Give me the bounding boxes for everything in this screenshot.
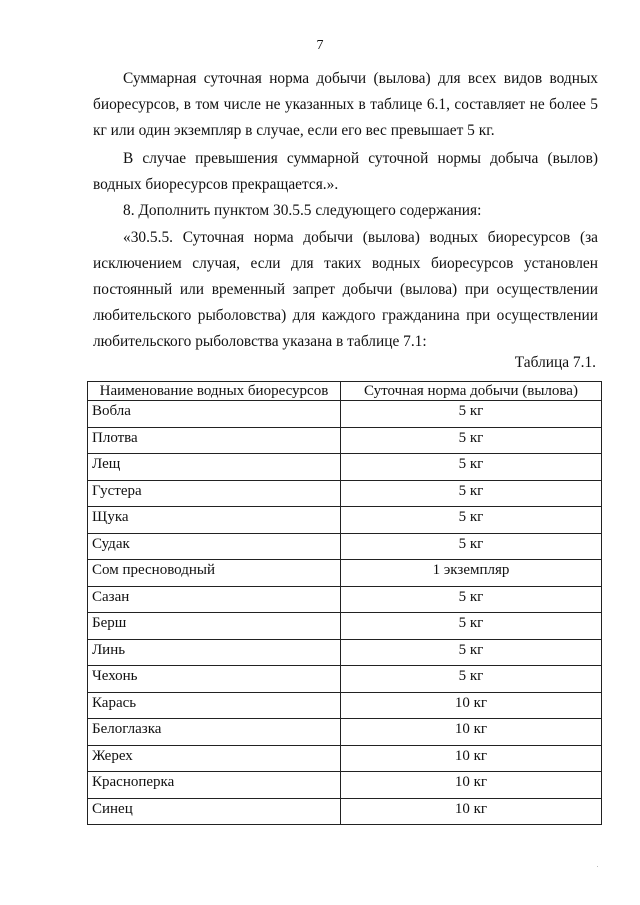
table-row [88, 401, 602, 428]
table-row [88, 798, 602, 825]
paragraph-exceeding-norm: В случае превышения суммарной суточной нормы добыча (вылов) водных биоресурсов прекращается.». [93, 150, 598, 193]
species-name: Лещ [88, 454, 341, 481]
daily-norm: 5 кг [341, 480, 602, 507]
daily-norm: 10 кг [341, 772, 602, 799]
page-number: 7 [316, 38, 324, 53]
species-name: Густера [88, 480, 341, 507]
table-row [88, 613, 602, 640]
table-row [88, 772, 602, 799]
species-name: Судак [88, 533, 341, 560]
species-name: Сом пресноводный [88, 560, 341, 587]
table-row [88, 639, 602, 666]
daily-norm: 5 кг [341, 613, 602, 640]
species-name: Красноперка [88, 772, 341, 799]
species-name: Синец [88, 798, 341, 825]
table-row [88, 586, 602, 613]
table-row [88, 560, 602, 587]
table-header-row [88, 382, 602, 401]
daily-norm: 1 экземпляр [341, 560, 602, 587]
daily-norm: 10 кг [341, 745, 602, 772]
daily-norm: 10 кг [341, 798, 602, 825]
table-row [88, 454, 602, 481]
species-name: Берш [88, 613, 341, 640]
table-row [88, 666, 602, 693]
species-name: Жерех [88, 745, 341, 772]
daily-norm: 5 кг [341, 427, 602, 454]
paragraph-daily-norm-clause: «30.5.5. Суточная норма добычи (вылова) водных биоресурсов (за исключением случая, если для таких водных биоресурсов установлен постоянный или временный запрет добычи (вылова) при осуществлении любительского рыболовства) для каждого гражданина при осуществлении любительского рыболовства указана в таблице 7.1: [93, 229, 598, 350]
daily-norm: 5 кг [341, 401, 602, 428]
header-species-name: Наименование водных биоресурсов [88, 382, 341, 401]
species-name: Карась [88, 692, 341, 719]
species-name: Сазан [88, 586, 341, 613]
species-name: Чехонь [88, 666, 341, 693]
species-name: Белоглазка [88, 719, 341, 746]
species-name: Линь [88, 639, 341, 666]
table-row [88, 692, 602, 719]
daily-norm: 5 кг [341, 586, 602, 613]
table-row [88, 480, 602, 507]
species-norm-table [87, 381, 602, 825]
species-name: Плотва [88, 427, 341, 454]
daily-norm: 10 кг [341, 719, 602, 746]
table-row [88, 533, 602, 560]
table-row [88, 507, 602, 534]
paragraph-amendment-item: 8. Дополнить пунктом 30.5.5 следующего содержания: [123, 202, 482, 219]
daily-norm: 5 кг [341, 507, 602, 534]
species-name: Щука [88, 507, 341, 534]
table-row [88, 719, 602, 746]
daily-norm: 10 кг [341, 692, 602, 719]
table-row [88, 427, 602, 454]
paragraph-total-norm: Суммарная суточная норма добычи (вылова) для всех видов водных биоресурсов, в том числе не указанных в таблице 6.1, составляет не более 5 кг или один экземпляр в случае, если его вес превышает 5 кг. [93, 70, 598, 139]
daily-norm: 5 кг [341, 533, 602, 560]
header-daily-norm: Суточная норма добычи (вылова) [341, 382, 602, 401]
table-row [88, 745, 602, 772]
species-name: Вобла [88, 401, 341, 428]
table-caption: Таблица 7.1. [514, 354, 596, 371]
scan-dot [597, 866, 598, 867]
daily-norm: 5 кг [341, 666, 602, 693]
daily-norm: 5 кг [341, 454, 602, 481]
daily-norm: 5 кг [341, 639, 602, 666]
